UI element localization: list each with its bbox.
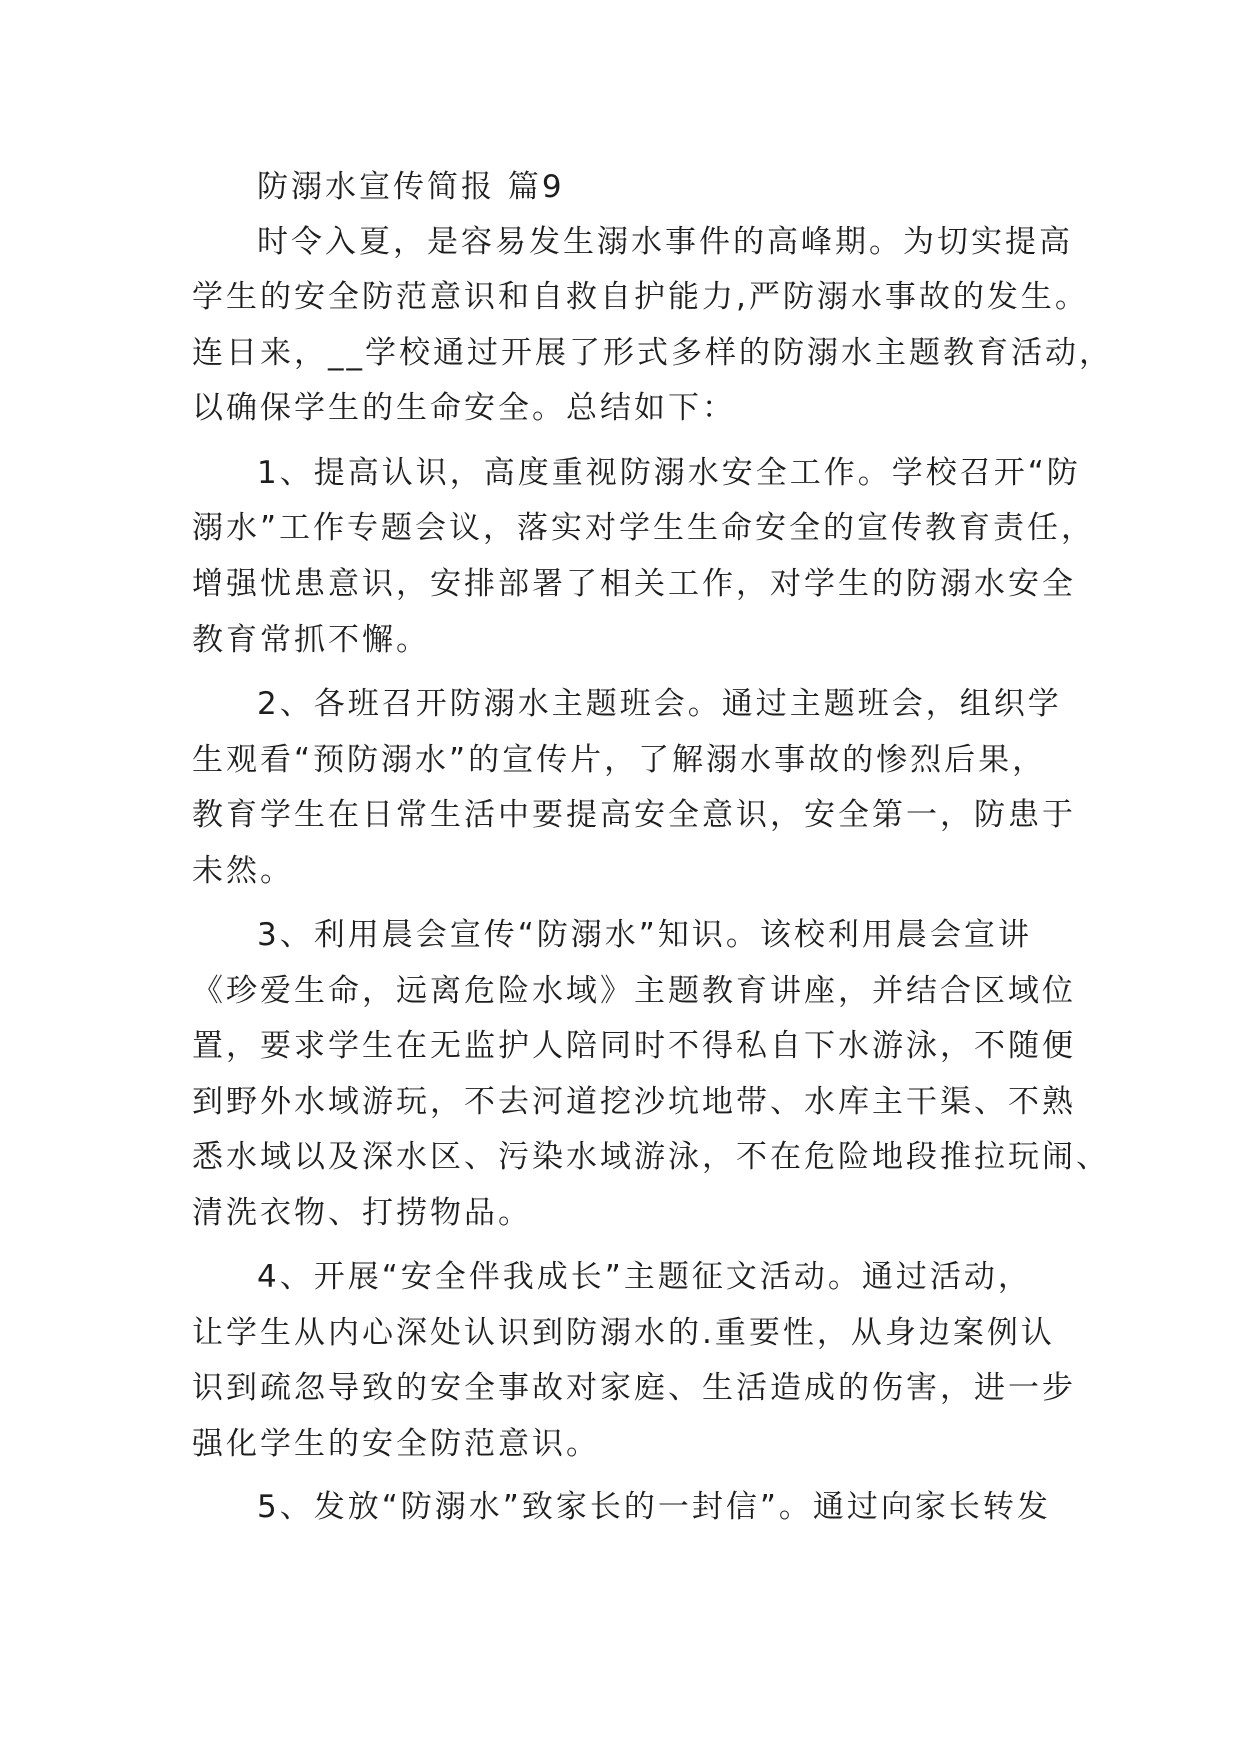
text-line: 生观看“预防溺水”的宣传片，了解溺水事故的惨烈后果， xyxy=(192,742,1047,778)
text-line: 识到疏忽导致的安全事故对家庭、生活造成的伤害，进一步 xyxy=(192,1370,1076,1406)
text-line: 悉水域以及深水区、污染水域游泳，不在危险地段推拉玩闹、 xyxy=(192,1139,1110,1175)
text-line: 教育常抓不懈。 xyxy=(192,622,430,658)
text-line: 2、各班召开防溺水主题班会。通过主题班会，组织学 xyxy=(257,686,1062,722)
document-title: 防溺水宣传简报 篇9 xyxy=(257,169,565,205)
text-line: 到野外水域游玩，不去河道挖沙坑地带、水库主干渠、不熟 xyxy=(192,1084,1076,1120)
text-line: 《珍爱生命，远离危险水域》主题教育讲座，并结合区域位 xyxy=(192,973,1076,1009)
text-line: 让学生从内心深处认识到防溺水的.重要性，从身边案例认 xyxy=(192,1315,1055,1351)
text-line: 以确保学生的生命安全。总结如下： xyxy=(192,390,736,426)
text-line: 清洗衣物、打捞物品。 xyxy=(192,1195,532,1231)
text-line: 4、开展“安全伴我成长”主题征文活动。通过活动， xyxy=(257,1259,1032,1295)
text-line: 教育学生在日常生活中要提高安全意识，安全第一，防患于 xyxy=(192,797,1076,833)
text-line: 学生的安全防范意识和自救自护能力,严防溺水事故的发生。 xyxy=(192,279,1089,315)
text-line: 强化学生的安全防范意识。 xyxy=(192,1426,600,1462)
text-line: 连日来，__学校通过开展了形式多样的防溺水主题教育活动， xyxy=(192,335,1113,371)
text-line: 置，要求学生在无监护人陪同时不得私自下水游泳，不随便 xyxy=(192,1028,1076,1064)
text-line: 1、提高认识，高度重视防溺水安全工作。学校召开“防 xyxy=(257,455,1081,491)
text-line: 时令入夏，是容易发生溺水事件的高峰期。为切实提高 xyxy=(257,224,1073,260)
text-line: 未然。 xyxy=(192,853,294,889)
text-line: 3、利用晨会宣传“防溺水”知识。该校利用晨会宣讲 xyxy=(257,917,1032,953)
text-line: 5、发放“防溺水”致家长的一封信”。通过向家长转发 xyxy=(257,1489,1051,1525)
text-line: 增强忧患意识，安排部署了相关工作，对学生的防溺水安全 xyxy=(192,566,1076,602)
text-line: 溺水”工作专题会议，落实对学生生命安全的宣传教育责任， xyxy=(192,510,1096,546)
